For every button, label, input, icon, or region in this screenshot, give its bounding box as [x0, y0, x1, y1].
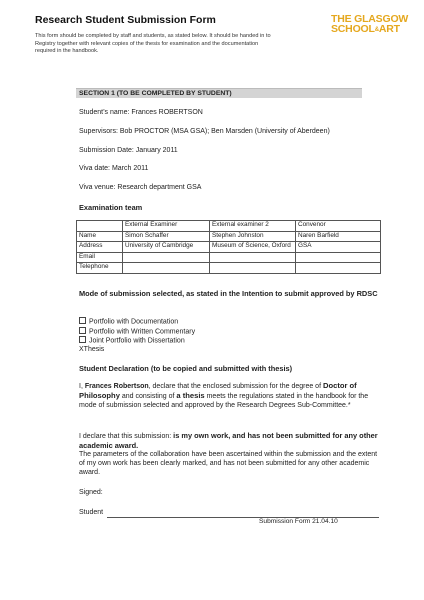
table-cell [123, 252, 210, 263]
checked-mark[interactable]: X [79, 346, 84, 353]
form-footer: Submission Form 21.04.10 [259, 518, 338, 525]
p1-text: meets the regulations stated in the handbook for the mode of submission selected and approved by the Research Degrees Sub-Committee.* [79, 393, 369, 410]
row-label: Address [77, 242, 123, 253]
degree-name: Doctor of Philosophy [79, 381, 357, 401]
table-cell: Stephen Johnston [210, 231, 296, 242]
p2-bold-text: is my own work, and has not been submitted for any other academic award. [79, 431, 378, 451]
table-cell: Simon Schaffer [123, 231, 210, 242]
declaration-paragraph-1 [79, 381, 379, 411]
table-cell [296, 263, 381, 274]
row-label: Telephone [77, 263, 123, 274]
mode-option-label: Portfolio with Written Commentary [89, 328, 196, 336]
form-title: Research Student Submission Form [35, 14, 216, 26]
declaration-heading: Student Declaration (to be copied and submitted with thesis) [79, 364, 293, 373]
mode-option [79, 327, 195, 336]
table-header-cell: External Examiner [123, 221, 210, 232]
declaration-paragraph-2 [79, 431, 379, 451]
logo-line-2 [331, 24, 408, 35]
mode-option [79, 317, 178, 326]
student-name: Student’s name: Frances ROBERTSON [79, 109, 203, 116]
table-header-cell: External examiner 2 [210, 221, 296, 232]
table-cell [210, 263, 296, 274]
table-cell [123, 263, 210, 274]
table-row [77, 242, 381, 253]
examination-team-table [76, 220, 381, 274]
logo-school: SCHOOL [331, 23, 375, 35]
table-cell: University of Cambridge [123, 242, 210, 253]
viva-venue: Viva venue: Research department GSA [79, 184, 202, 191]
p1-text: I, [79, 383, 85, 390]
mode-option-label: Portfolio with Documentation [89, 318, 179, 326]
viva-date: Viva date: March 2011 [79, 165, 149, 172]
gsa-logo [331, 14, 408, 35]
p1-text: and consisting of [119, 393, 177, 401]
checkbox[interactable] [79, 336, 86, 343]
student-signature-label: Student [79, 509, 104, 516]
form-intro: This form should be completed by staff and students, as stated below. It should be handed in to Registry together with relevant copies of the thesis for examination and the documentation required in the handbook. [35, 33, 271, 55]
checkbox[interactable] [79, 317, 86, 324]
table-header-cell: Convenor [296, 221, 381, 232]
row-label: Name [77, 231, 123, 242]
table-cell [296, 252, 381, 263]
mode-heading: Mode of submission selected, as stated in the Intention to submit approved by RDSC [79, 289, 378, 298]
mode-option-label: Joint Portfolio with Dissertation [89, 337, 185, 345]
mode-option-selected [79, 346, 104, 353]
logo-amp: & [374, 27, 379, 33]
mode-option [79, 336, 185, 345]
mode-option-label: Thesis [83, 346, 105, 353]
signed-label: Signed: [79, 489, 103, 496]
signature-line[interactable] [107, 517, 379, 518]
submission-date: Submission Date: January 2011 [79, 147, 178, 154]
table-cell: GSA [296, 242, 381, 253]
p2-text: I declare that this submission: [79, 433, 174, 440]
logo-art: ART [378, 23, 400, 35]
table-cell [210, 252, 296, 263]
p1-text: , declare that the enclosed submission for the degree of [148, 383, 323, 390]
checkbox[interactable] [79, 327, 86, 334]
table-row [77, 231, 381, 242]
examination-team-heading: Examination team [79, 203, 143, 212]
table-row [77, 252, 381, 263]
table-header-cell [77, 221, 123, 232]
submission-type: a thesis [176, 391, 205, 401]
table-cell: Naren Barfield [296, 231, 381, 242]
row-label: Email [77, 252, 123, 263]
table-cell: Museum of Science, Oxford [210, 242, 296, 253]
section1-heading: SECTION 1 (TO BE COMPLETED BY STUDENT) [76, 88, 362, 98]
declaration-paragraph-3: The parameters of the collaboration have been ascertained within the submission and the extent of my own work has been clearly marked, and has not been submitted for any other academic award. [79, 451, 378, 477]
supervisors: Supervisors: Bob PROCTOR (MSA GSA); Ben Marsden (University of Aberdeen) [79, 128, 330, 135]
logo-line-1: THE GLASGOW [331, 13, 409, 25]
table-row [77, 263, 381, 274]
table-header-row [77, 221, 381, 232]
student-name-bold: Frances Robertson [84, 383, 149, 390]
